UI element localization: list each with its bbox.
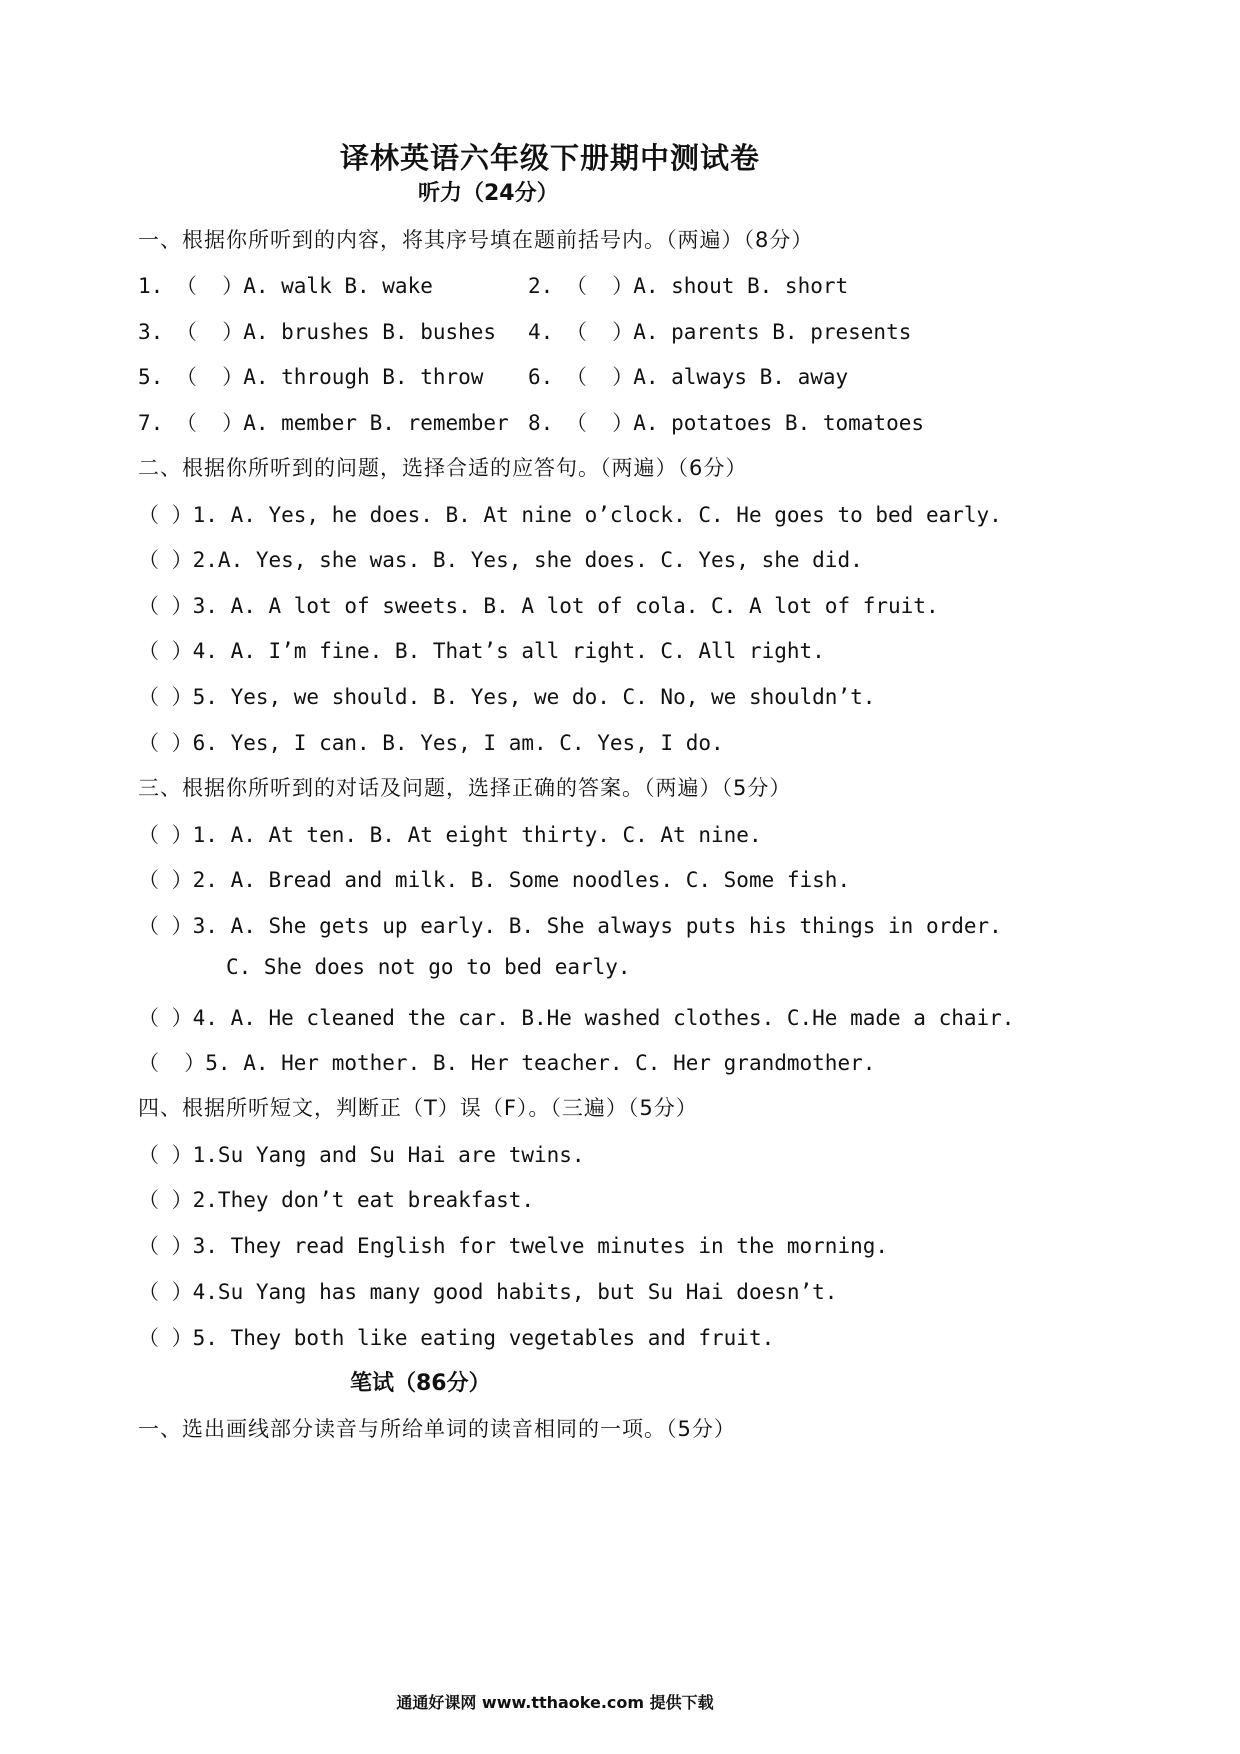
question-item: （ ）5. They both like eating vegetables and fruit. [138, 1326, 775, 1350]
listening-title: 听力（24分） [418, 181, 559, 206]
question-item: 2. （ ）A. shout B. short [528, 274, 849, 298]
section-3-heading: 三、根据你所听到的对话及问题，选择正确的答案。（两遍）（5分） [138, 776, 792, 800]
section-2-heading: 二、根据你所听到的问题，选择合适的应答句。（两遍）（6分） [138, 456, 748, 480]
question-item: （ ）5. A. Her mother. B. Her teacher. C. Her grandmother. [138, 1051, 876, 1075]
question-item: （ ）4.Su Yang has many good habits, but Su Hai doesn’t. [138, 1280, 838, 1304]
question-item: （ ）1. A. At ten. B. At eight thirty. C. At nine. [138, 823, 762, 847]
section-1-heading: 一、根据你所听到的内容，将其序号填在题前括号内。（两遍）（8分） [138, 228, 814, 252]
question-item-continued: C. She does not go to bed early. [226, 955, 631, 979]
question-item: （ ）3. A. A lot of sweets. B. A lot of cola. C. A lot of fruit. [138, 594, 939, 618]
question-item: 1. （ ）A. walk B. wake [138, 274, 433, 298]
question-item: （ ）2.A. Yes, she was. B. Yes, she does. C. Yes, she did. [138, 548, 863, 572]
question-item: （ ）3. They read English for twelve minutes in the morning. [138, 1234, 889, 1258]
question-item: 3. （ ）A. brushes B. bushes [138, 320, 497, 344]
question-item: （ ）4. A. He cleaned the car. B.He washed clothes. C.He made a chair. [138, 1006, 1015, 1030]
question-item: （ ）3. A. She gets up early. B. She always puts his things in order. [138, 914, 1002, 938]
question-item: （ ）6. Yes, I can. B. Yes, I am. C. Yes, I do. [138, 731, 724, 755]
question-item: 6. （ ）A. always B. away [528, 365, 849, 389]
question-item: 4. （ ）A. parents B. presents [528, 320, 912, 344]
writing-section-1-heading: 一、选出画线部分读音与所给单词的读音相同的一项。（5分） [138, 1417, 736, 1441]
writing-title: 笔试（86分） [350, 1371, 491, 1396]
footer-credit: 通通好课网 www.tthaoke.com 提供下载 [396, 1693, 714, 1712]
question-item: （ ）2. A. Bread and milk. B. Some noodles. C. Some fish. [138, 868, 851, 892]
section-4-heading: 四、根据所听短文，判断正（T）误（F）。（三遍）（5分） [138, 1096, 698, 1120]
question-item: （ ）4. A. I’m fine. B. That’s all right. C. All right. [138, 639, 825, 663]
page-title: 译林英语六年级下册期中测试卷 [339, 141, 760, 175]
question-item: （ ）2.They don’t eat breakfast. [138, 1188, 535, 1212]
question-item: （ ）1. A. Yes, he does. B. At nine o’clock. C. He goes to bed early. [138, 503, 1002, 527]
question-item: 7. （ ）A. member B. remember [138, 411, 509, 435]
question-item: （ ）1.Su Yang and Su Hai are twins. [138, 1143, 585, 1167]
question-item: （ ）5. Yes, we should. B. Yes, we do. C. No, we shouldn’t. [138, 685, 876, 709]
question-item: 8. （ ）A. potatoes B. tomatoes [528, 411, 925, 435]
question-item: 5. （ ）A. through B. throw [138, 365, 484, 389]
